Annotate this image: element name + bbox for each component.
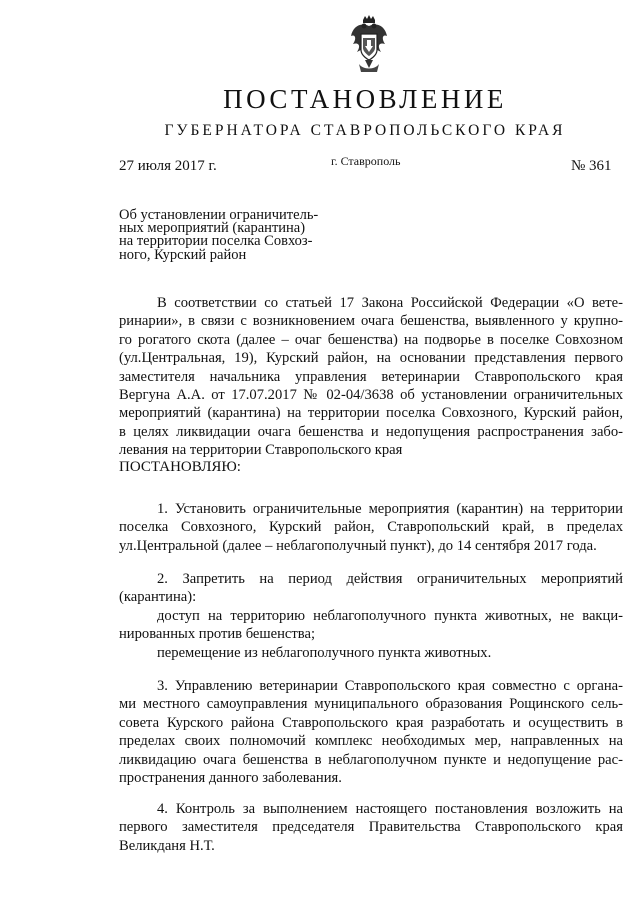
document-date: 27 июля 2017 г. [119,158,217,174]
text-line: ликвидацию очага бешенства в неблагополучном пункте и недопущение рас- [119,751,623,768]
text-line: (ул.Центральная, 19), Курский район, на основании представления первого [119,350,623,367]
heading-line: ных мероприятий (карантина) [119,220,306,237]
item-1-paragraph [119,500,623,555]
text-line: доступ на территорию неблагополучного пункта животных, не вакци- [157,607,623,624]
text-line: в целях ликвидации очага бешенства и недопущения распространения забо- [119,423,623,440]
text-line: совета Курского района Ставропольского края разработать и осуществить в [119,714,623,731]
text-line: мероприятий (карантина) на территории поселка Совхозного, Курский район, [119,405,623,422]
text-line: ринарии», в связи с возникновением очага бешенства, выявленного у крупно- [119,313,623,330]
text-line: ми местного самоуправления муниципального образования Рощинского сель- [119,696,623,713]
text-line: (карантина): [119,589,197,606]
text-line: го рогатого скота (далее – очаг бешенства) на подворье в поселке Совхозном [119,331,623,348]
preamble-paragraph [119,294,623,460]
text-line: заместителя начальника управления ветеринарии Ставропольского края [119,368,623,385]
text-line: 2. Запретить на период действия ограничительных мероприятий [157,571,623,587]
document-number: № 361 [571,158,612,174]
text-line: 3. Управлению ветеринарии Ставропольского края совместно с органа- [157,678,623,694]
text-line: 1. Установить ограничительные мероприятия (карантин) на территории [157,501,623,517]
text-line: пространения данного заболевания. [119,769,342,786]
heading-line: Об установлении ограничитель- [119,207,319,223]
document-heading [119,209,359,262]
text-line: первого заместителя председателя Правительства Ставропольского края [119,819,623,836]
text-line: Великданя Н.Т. [119,837,215,854]
text-line: 4. Контроль за выполнением настоящего постановления возложить на [157,801,623,817]
document-city: г. Ставрополь [331,154,401,168]
text-line: перемещение из неблагополучного пункта животных. [157,644,492,661]
text-line: В соответствии со статьей 17 Закона Российской Федерации «О вете- [157,295,623,311]
text-line: пределах своих полномочий комплекс необходимых мер, направленных на [119,733,623,750]
item-2-paragraph [119,570,623,662]
text-line: нированных против бешенства; [119,626,316,643]
item-4-paragraph [119,800,623,855]
document-subtitle: ГУБЕРНАТОРА СТАВРОПОЛЬСКОГО КРАЯ [164,122,566,139]
document-title: ПОСТАНОВЛЕНИЕ [223,84,507,114]
heading-line: ного, Курский район [119,246,247,263]
text-line: левания на территории Ставропольского края [119,442,403,459]
text-line: ул.Центральной (далее – неблагополучный пункт), до 14 сентября 2017 года. [119,537,597,554]
text-line: Вергуна А.А. от 17.07.2017 № 02-04/3638 об установлении ограничительных [119,386,623,403]
coat-of-arms-emblem [349,14,389,76]
text-line: поселка Совхозного, Курский район, Ставропольский край, в пределах [119,519,623,536]
resolve-heading: ПОСТАНОВЛЯЮ: [119,459,241,475]
item-3-paragraph [119,677,623,787]
heading-line: на территории поселка Совхоз- [119,233,313,250]
